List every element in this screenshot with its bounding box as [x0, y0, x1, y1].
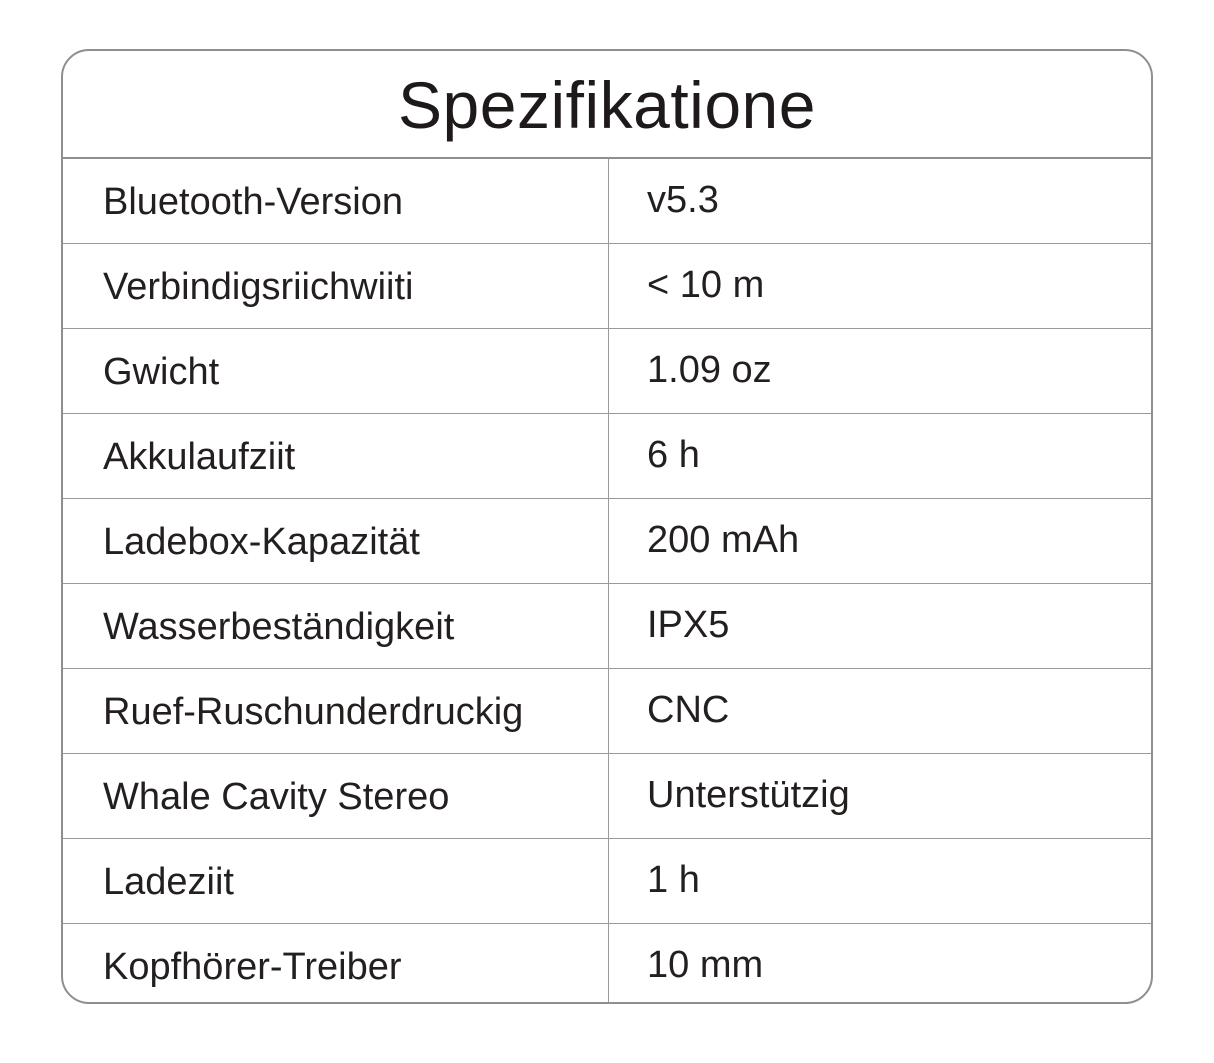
spec-card [61, 49, 1153, 1004]
spec-value: < 10 m [647, 263, 765, 306]
spec-row [63, 839, 1151, 924]
spec-label: Akkulaufziit [63, 414, 609, 498]
spec-row [63, 159, 1151, 244]
spec-value: 200 mAh [647, 518, 800, 561]
spec-row [63, 244, 1151, 329]
spec-value: 10 mm [647, 944, 764, 986]
spec-row [63, 414, 1151, 499]
spec-label: Verbindigsriichwiiti [63, 244, 609, 328]
spec-label: Kopfhörer-Treiber [63, 924, 609, 1004]
spec-label: Whale Cavity Stereo [63, 754, 609, 838]
spec-label: Ruef-Ruschunderdruckig [63, 669, 609, 753]
spec-value: Unterstützig [647, 773, 850, 816]
spec-row [63, 584, 1151, 669]
spec-row [63, 924, 1151, 1004]
spec-value: 1 h [647, 858, 700, 901]
spec-label: Ladebox-Kapazität [63, 499, 609, 583]
spec-value: 1.09 oz [647, 348, 772, 391]
spec-value: v5.3 [647, 178, 719, 221]
spec-row [63, 669, 1151, 754]
spec-value: 6 h [647, 433, 700, 476]
spec-value: CNC [647, 688, 730, 731]
spec-label: Ladeziit [63, 839, 609, 923]
spec-table [63, 159, 1151, 1004]
spec-row [63, 329, 1151, 414]
spec-label: Wasserbeständigkeit [63, 584, 609, 668]
spec-title: Spezifikatione [63, 51, 1151, 159]
spec-label: Bluetooth-Version [63, 159, 609, 243]
spec-label: Gwicht [63, 329, 609, 413]
spec-row [63, 754, 1151, 839]
spec-value: IPX5 [647, 603, 730, 646]
spec-row [63, 499, 1151, 584]
